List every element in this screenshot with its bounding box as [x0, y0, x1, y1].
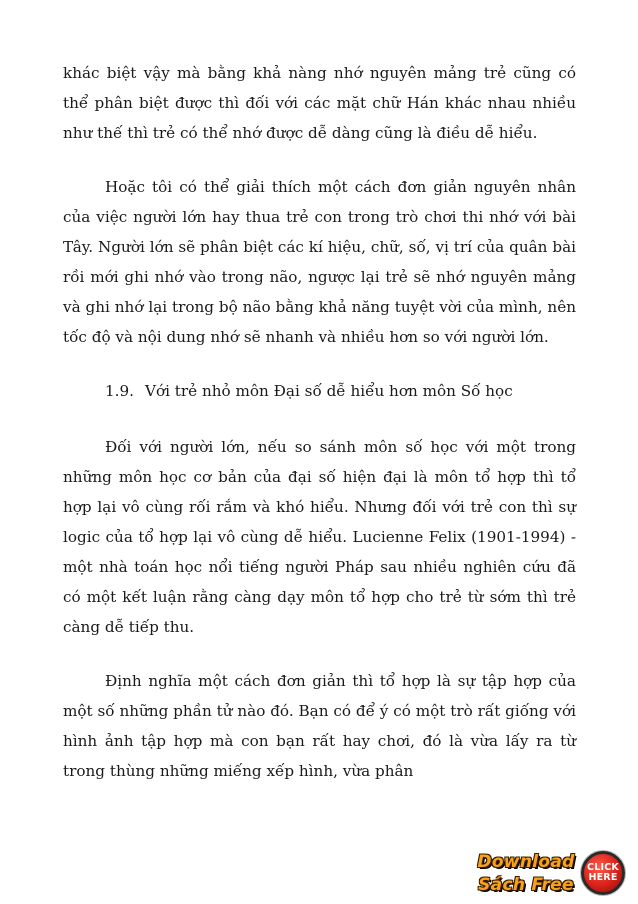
sach-free-label: Sách Free [478, 875, 574, 895]
paragraph-2: Hoặc tôi có thể giải thích một cách đơn giản nguyên nhân của việc người lớn hay thua trẻ con trong trò chơi thi nhớ với bài Tây. Người lớn sẽ phân biệt các kí hiệu, chữ, số, vị trí của quân bài rồi mới ghi nhớ vào trong não, ngược lại trẻ sẽ nhớ nguyên mảng và ghi nhớ lại trong bộ não bằng khả năng tuyệt vời của mình, nên tốc độ và nội dung nhớ sẽ nhanh và nhiều hơn so với người lớn. [63, 178, 576, 346]
click-label: CLICK [587, 862, 619, 873]
here-label: HERE [588, 872, 618, 883]
paragraph-3: Đối với người lớn, nếu so sánh môn số học với một trong những môn học cơ bản của đại số hiện đại là môn tổ hợp thì tổ hợp lại vô cùng rối rắm và khó hiểu. Nhưng đối với trẻ con thì sự logic của tổ hợp lại vô cùng dễ hiểu. Lucienne Felix (1901-1994) - một nhà toán học nổi tiếng người Pháp sau nhiều nghiên cứu đã có một kết luận rằng càng dạy môn tổ hợp cho trẻ từ sớm thì trẻ càng dễ tiếp thu. [63, 438, 576, 636]
section-heading [63, 376, 576, 406]
paragraph-4: Định nghĩa một cách đơn giản thì tổ hợp là sự tập hợp của một số những phần tử nào đó. Bạn có để ý có một trò rất giống với hình ảnh tập hợp mà con bạn rất hay chơi, đó là vừa lấy ra từ trong thùng những miếng xếp hình, vừa phân [63, 672, 576, 780]
download-label: Download [477, 852, 575, 872]
section-number: 1.9. [105, 382, 134, 400]
download-badge-link[interactable] [470, 849, 630, 899]
section-title: Với trẻ nhỏ môn Đại số dễ hiểu hơn môn Số học [145, 382, 513, 400]
document-page [63, 58, 576, 810]
click-here-button[interactable] [581, 851, 625, 895]
paragraph-1: khác biệt vậy mà bằng khả nàng nhớ nguyên mảng trẻ cũng có thể phân biệt được thì đối với các mặt chữ Hán khác nhau nhiều như thế thì trẻ có thể nhớ được dễ dàng cũng là điều dễ hiểu. [63, 64, 576, 142]
